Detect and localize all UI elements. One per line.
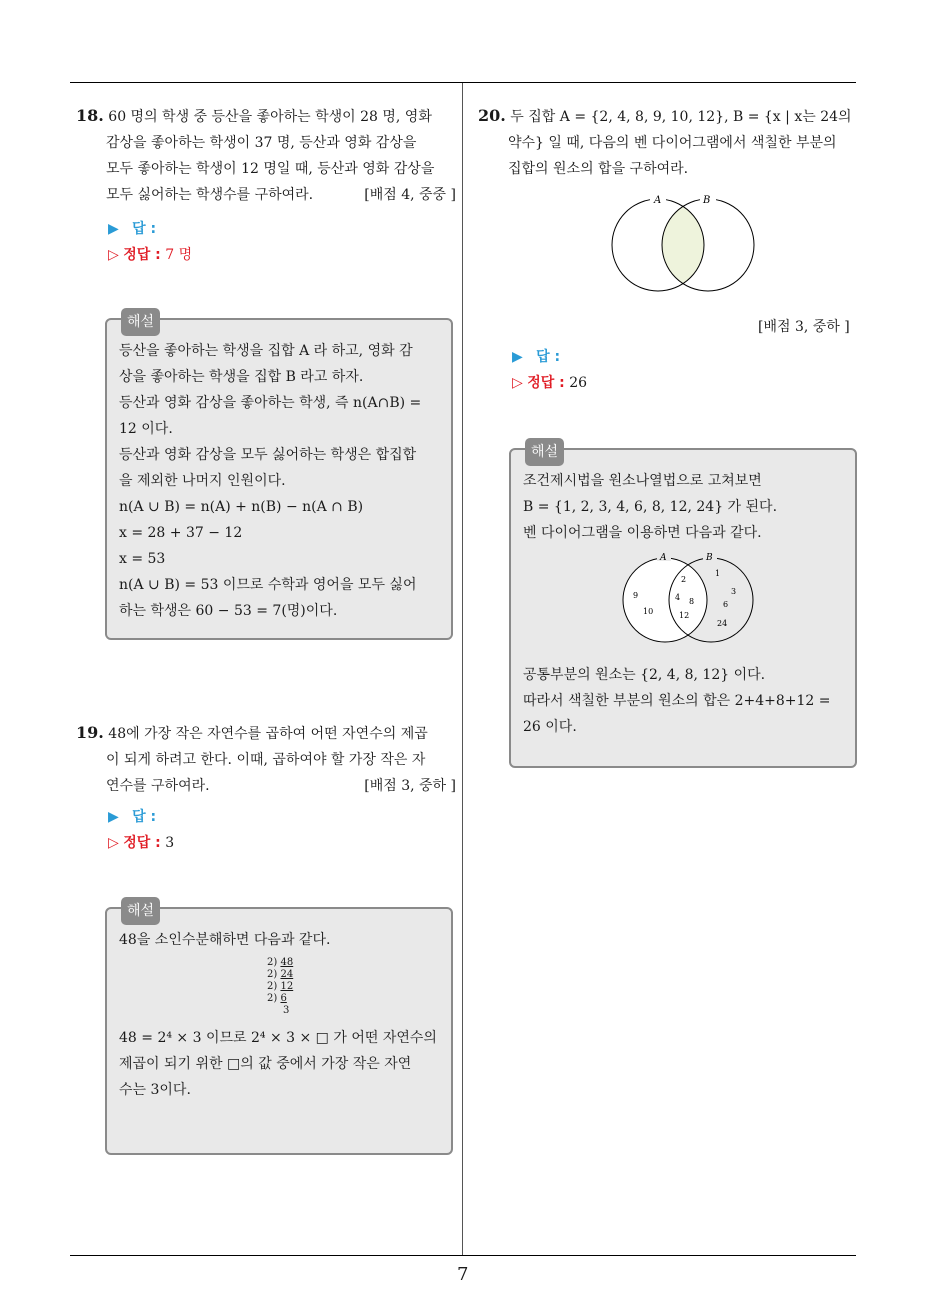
venn-element: 2: [681, 575, 687, 584]
points-label: [배점 3, 중하 ]: [364, 778, 456, 794]
points-label: [배점 4, 중중 ]: [364, 187, 456, 203]
venn-label-b: B: [706, 553, 713, 563]
explanation-line: 하는 학생은 60 − 53 = 7(명)이다.: [119, 603, 338, 619]
explanation-line: 48 = 2⁴ × 3 이므로 2⁴ × 3 × □ 가 어떤 자연수의: [119, 1030, 437, 1046]
answer-row: [512, 346, 560, 366]
answer-label: 답 :: [536, 349, 561, 365]
explanation-box: [105, 314, 453, 640]
explanation-line: n(A ∪ B) = n(A) + n(B) − n(A ∩ B): [119, 499, 364, 515]
explanation-line: 48을 소인수분해하면 다음과 같다.: [119, 932, 331, 948]
explanation-box: [509, 444, 857, 768]
division-step: 2) 12: [267, 981, 294, 992]
division-step: 2) 24: [267, 969, 294, 980]
correct-label: 정답 :: [123, 247, 161, 263]
explanation-line: 벤 다이어그램을 이용하면 다음과 같다.: [523, 525, 762, 541]
points-label: [배점 3, 중하 ]: [758, 319, 850, 335]
division-ladder: [119, 957, 439, 1017]
explanation-line: 등산을 좋아하는 학생을 집합 A 라 하고, 영화 감: [119, 343, 413, 359]
explanation-line: x = 53: [119, 551, 166, 567]
venn-element: 6: [723, 600, 729, 609]
explanation-line: B = {1, 2, 3, 4, 6, 8, 12, 24} 가 된다.: [523, 499, 778, 515]
division-quotient: 3: [283, 1005, 290, 1016]
bottom-rule: [70, 1255, 856, 1256]
explanation-line: 등산과 영화 감상을 모두 싫어하는 학생은 합집합: [119, 447, 417, 463]
venn-label-a: A: [660, 553, 667, 563]
explanation-tag: 해설: [121, 308, 160, 336]
question-line: 60 명의 학생 중 등산을 좋아하는 학생이 28 명, 영화: [108, 109, 432, 125]
correct-value: 7 명: [165, 247, 193, 263]
explanation-box: [105, 903, 453, 1155]
question-line: 이 되게 하려고 한다. 이때, 곱하여야 할 가장 작은 자: [106, 752, 426, 768]
question-line: 48에 가장 작은 자연수를 곱하여 어떤 자연수의 제곱: [108, 726, 428, 742]
question-line: 두 집합 A = {2, 4, 8, 9, 10, 12}, B = {x | x는 24의: [510, 109, 852, 125]
venn-element: 4: [675, 593, 681, 602]
correct-label: 정답 :: [527, 375, 565, 391]
explanation-line: 상을 좋아하는 학생을 집합 B 라고 하자.: [119, 369, 364, 385]
answer-row: [108, 218, 156, 238]
question-20: [478, 103, 858, 182]
triangle-outline-icon: ▷: [512, 375, 523, 391]
venn-element: 3: [731, 587, 737, 596]
play-icon: ▶: [108, 809, 119, 825]
question-line: 연수를 구하여라.: [106, 778, 210, 794]
correct-answer-row: [512, 372, 587, 392]
correct-answer-row: [108, 832, 174, 852]
venn-element: 12: [679, 611, 690, 620]
top-rule: [70, 82, 856, 83]
question-19: [76, 720, 456, 799]
venn-label-b: B: [703, 195, 711, 206]
question-line: 약수} 일 때, 다음의 벤 다이어그램에서 색칠한 부분의: [508, 135, 837, 151]
explanation-tag: 해설: [121, 897, 160, 925]
venn-element: 9: [633, 591, 639, 600]
explanation-line: 공통부분의 원소는 {2, 4, 8, 12} 이다.: [523, 667, 766, 683]
play-icon: ▶: [512, 349, 523, 365]
venn-element: 1: [715, 569, 721, 578]
division-step: 2) 48: [267, 957, 294, 968]
explanation-line: 등산과 영화 감상을 좋아하는 학생, 즉 n(A∩B) =: [119, 395, 422, 411]
triangle-outline-icon: ▷: [108, 835, 119, 851]
explanation-line: 조건제시법을 원소나열법으로 고쳐보면: [523, 473, 762, 489]
question-line: 집합의 원소의 합을 구하여라.: [508, 161, 689, 177]
correct-answer-row: [108, 244, 192, 264]
venn-diagram-elements: [613, 552, 763, 648]
explanation-line: 수는 3이다.: [119, 1082, 191, 1098]
play-icon: ▶: [108, 221, 119, 237]
explanation-line: n(A ∪ B) = 53 이므로 수학과 영어을 모두 싫어: [119, 577, 417, 593]
explanation-line: x = 28 + 37 − 12: [119, 525, 243, 541]
explanation-line: 따라서 색칠한 부분의 원소의 합은 2+4+8+12 =: [523, 693, 831, 709]
venn-label-a: A: [654, 195, 662, 206]
answer-row: [108, 806, 156, 826]
question-line: 모두 싫어하는 학생수를 구하여라.: [106, 187, 314, 203]
venn-element: 24: [717, 619, 728, 628]
explanation-tag: 해설: [525, 438, 564, 466]
question-18: [76, 103, 456, 208]
question-number: 20.: [478, 106, 506, 125]
explanation-line: 12 이다.: [119, 421, 173, 437]
correct-value: 3: [165, 835, 175, 851]
explanation-line: 을 제외한 나머지 인원이다.: [119, 473, 286, 489]
division-step: 2) 6: [267, 993, 287, 1004]
page-number: 7: [457, 1264, 469, 1285]
venn-diagram: [600, 190, 770, 300]
triangle-outline-icon: ▷: [108, 247, 119, 263]
venn-element: 8: [689, 597, 695, 606]
column-divider: [462, 83, 463, 1255]
explanation-line: 제곱이 되기 위한 □의 값 중에서 가장 작은 자연: [119, 1056, 412, 1072]
explanation-line: 26 이다.: [523, 719, 577, 735]
answer-label: 답 :: [132, 221, 157, 237]
question-number: 18.: [76, 106, 104, 125]
correct-value: 26: [569, 375, 588, 391]
correct-label: 정답 :: [123, 835, 161, 851]
answer-label: 답 :: [132, 809, 157, 825]
question-line: 모두 좋아하는 학생이 12 명일 때, 등산과 영화 감상을: [106, 161, 435, 177]
question-number: 19.: [76, 723, 104, 742]
question-line: 감상을 좋아하는 학생이 37 명, 등산과 영화 감상을: [106, 135, 417, 151]
venn-element: 10: [643, 607, 654, 616]
